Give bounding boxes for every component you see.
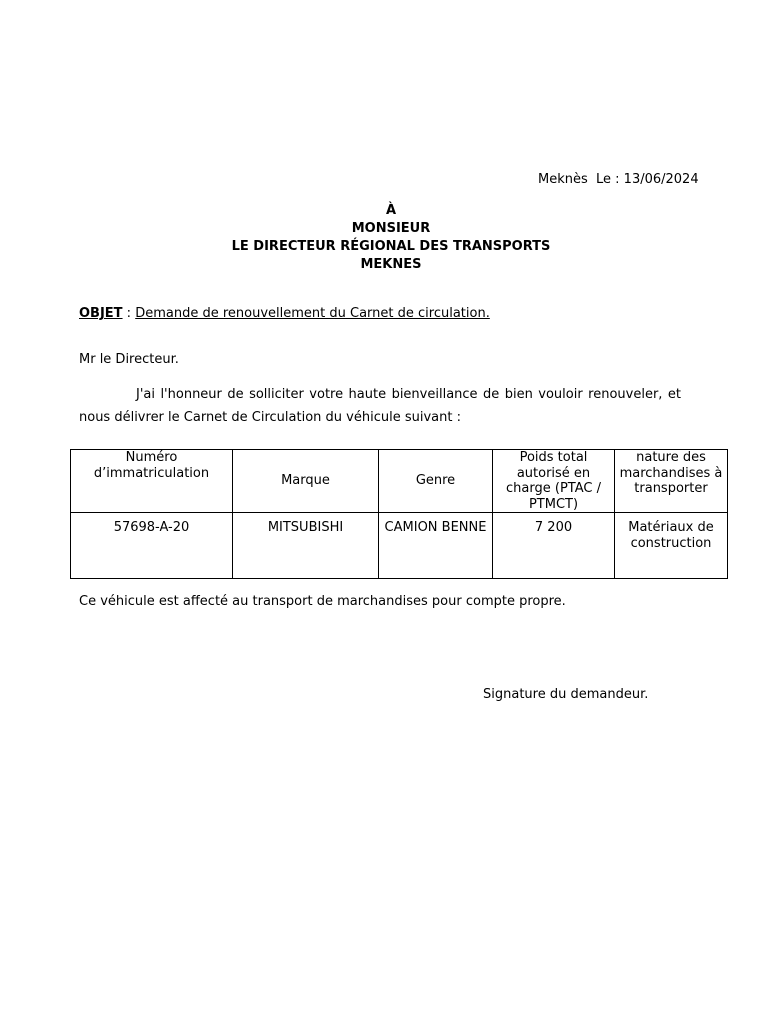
header-genre: Genre (379, 450, 493, 513)
header-nature: nature des marchandises à transporter (615, 450, 728, 513)
table-header-row (71, 450, 728, 513)
header-poids: Poids total autorisé en charge (PTAC / PTMCT) (493, 450, 615, 513)
body-paragraph: J'ai l'honneur de solliciter votre haute bienveillance de bien vouloir renouveler, et nous délivrer le Carnet de Circulation du véhicule suivant : (79, 387, 681, 425)
addressee-line-3: LE DIRECTEUR RÉGIONAL DES TRANSPORTS (231, 239, 551, 254)
cell-poids: 7 200 (493, 513, 615, 579)
footer-note: Ce véhicule est affecté au transport de marchandises pour compte propre. (79, 594, 566, 609)
addressee-line-4: MEKNES (360, 257, 422, 272)
subject-text: Demande de renouvellement du Carnet de circulation. (135, 306, 490, 321)
header-marque: Marque (233, 450, 379, 513)
cell-marque: MITSUBISHI (233, 513, 379, 579)
signature-line: Signature du demandeur. (483, 687, 649, 702)
subject-label: OBJET (79, 306, 123, 321)
addressee-line-1: À (385, 203, 397, 218)
subject-separator: : (122, 306, 136, 321)
vehicle-table (70, 449, 728, 579)
subject-line (79, 306, 490, 321)
cell-genre: CAMION BENNE (379, 513, 493, 579)
date-line: Meknès Le : 13/06/2024 (538, 172, 699, 187)
addressee-line-2: MONSIEUR (351, 221, 431, 236)
cell-immatriculation: 57698-A-20 (71, 513, 233, 579)
cell-nature: Matériaux de construction (615, 513, 728, 579)
table-row (71, 513, 728, 579)
header-immatriculation: Numéro d’immatriculation (71, 450, 233, 513)
salutation: Mr le Directeur. (79, 352, 179, 367)
